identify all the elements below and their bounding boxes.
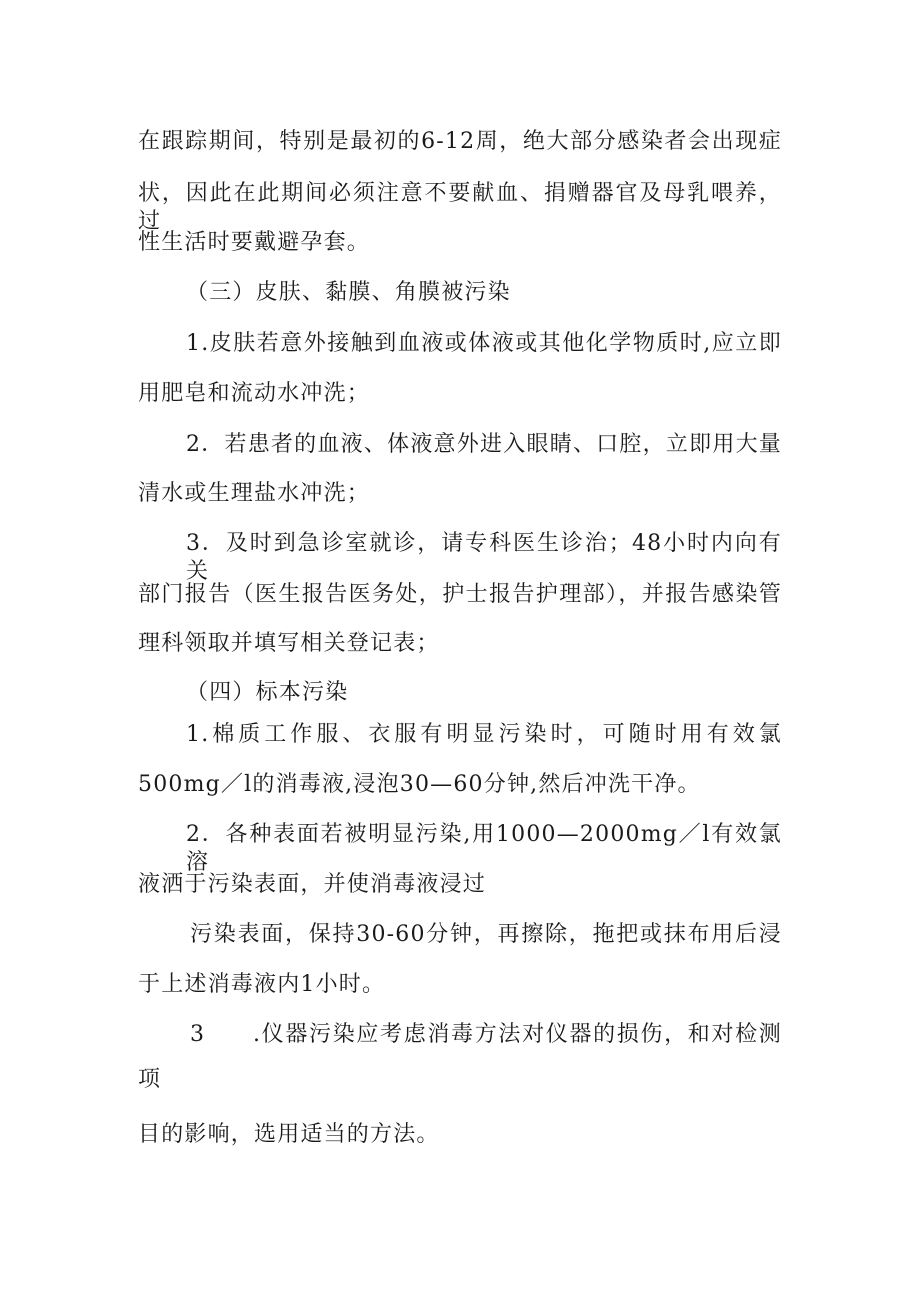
paragraph-line: 性生活时要戴避孕套。 (138, 230, 371, 255)
paragraph-line: 清水或生理盐水冲洗； (138, 481, 371, 506)
paragraph-line: 在跟踪期间，特别是最初的6-12周，绝大部分感染者会出现症 (138, 129, 782, 154)
paragraph-line: 2．各种表面若被明显污染,用1000—2000mg／l有效氯溶 (186, 822, 782, 875)
paragraph-line: 部门报告（医生报告医务处，护士报告护理部），并报告感染管 (138, 582, 782, 607)
paragraph-line: 3．及时到急诊室就诊，请专科医生诊治；48小时内向有关 (186, 531, 782, 584)
paragraph-line: 液洒于污染表面，并使消毒液浸过 (138, 872, 487, 897)
paragraph-line: 于上述消毒液内1小时。 (138, 972, 386, 997)
paragraph-line: 3 .仪器污染应考虑消毒方法对仪器的损伤，和对检测 (190, 1022, 782, 1047)
paragraph-line: 状，因此在此期间必须注意不要献血、捐赠器官及母乳喂养，过 (138, 181, 782, 234)
section-heading: （四）标本污染 (186, 680, 349, 705)
paragraph-line: 500mg／l的消毒液,浸泡30—60分钟,然后冲洗干净。 (138, 772, 701, 797)
paragraph-line: 1.棉质工作服、衣服有明显污染时，可随时用有效氯 (186, 722, 782, 747)
paragraph-line: 理科领取并填写相关登记表； (138, 631, 440, 656)
paragraph-line: 目的影响，选用适当的方法。 (138, 1122, 440, 1147)
paragraph-line: 项 (138, 1067, 162, 1092)
paragraph-line: 1.皮肤若意外接触到血液或体液或其他化学物质时,应立即 (186, 331, 782, 356)
paragraph-line: 2．若患者的血液、体液意外进入眼睛、口腔，立即用大量 (186, 432, 782, 457)
paragraph-line: 用肥皂和流动水冲洗； (138, 381, 371, 406)
paragraph-line: 污染表面，保持30-60分钟，再擦除，拖把或抹布用后浸 (190, 922, 782, 947)
section-heading: （三）皮肤、黏膜、角膜被污染 (186, 280, 511, 305)
